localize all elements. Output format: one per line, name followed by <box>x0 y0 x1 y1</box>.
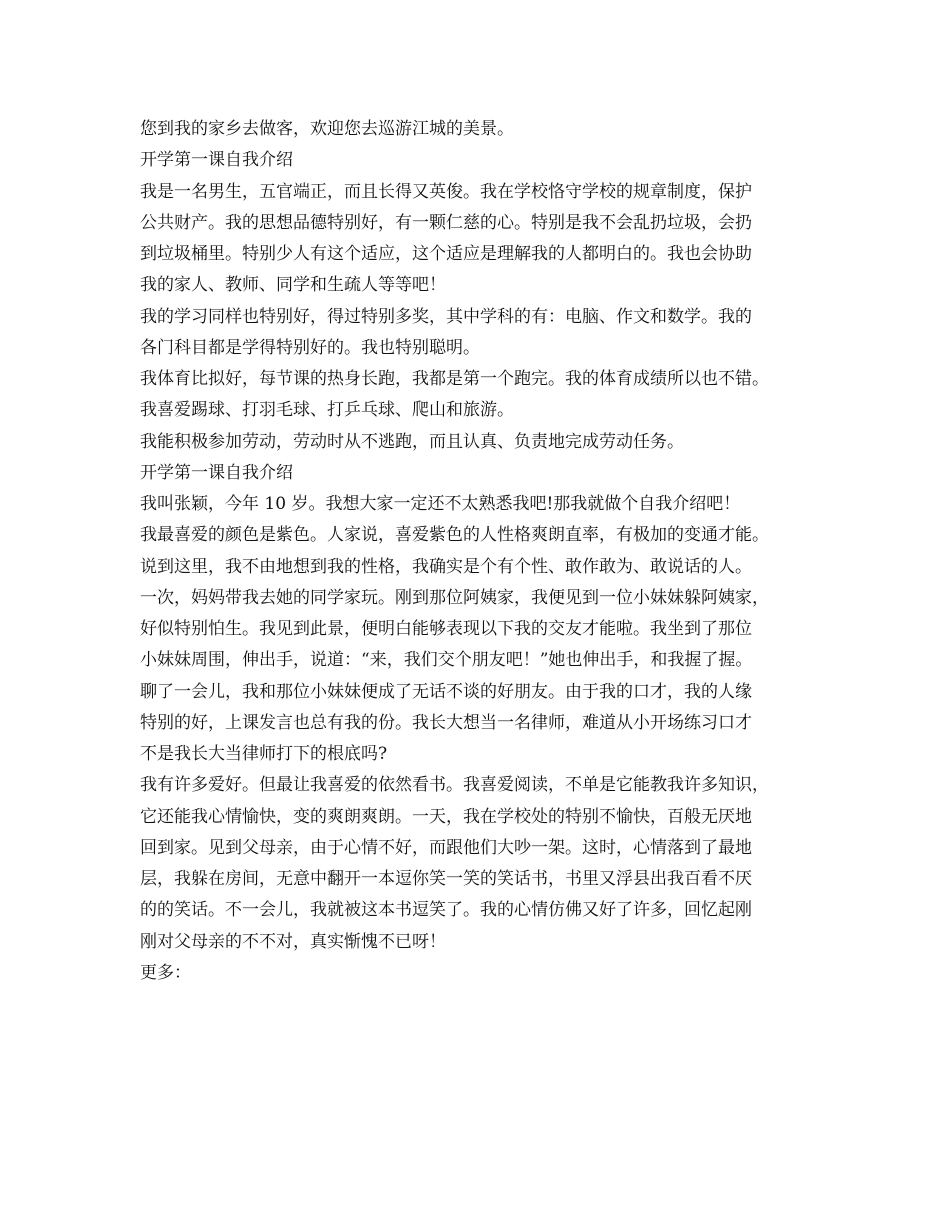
text-line: 不是我长大当律师打下的根底吗? <box>140 744 388 764</box>
text-line: 说到这里，我不由地想到我的性格，我确实是个有个性、敢作敢为、敢说话的人。 <box>140 556 752 577</box>
text-line: 聊了一会儿，我和那位小妹妹便成了无话不谈的好朋友。由于我的口才，我的人缘 <box>140 681 752 702</box>
text-line: 特别的好，上课发言也总有我的份。我长大想当一名律师，难道从小开场练习口才 <box>140 712 752 733</box>
text-line: 一次，妈妈带我去她的同学家玩。刚到那位阿姨家，我便见到一位小妹妹躲阿姨家， <box>140 587 769 608</box>
text-line: 您到我的家乡去做客，欢迎您去巡游江城的美景。 <box>140 119 514 139</box>
text-line: 我是一名男生，五官端正，而且长得又英俊。我在学校恪守学校的规章制度，保护 <box>140 181 752 202</box>
text-line: 公共财产。我的思想品德特别好，有一颗仁慈的心。特别是我不会乱扔垃圾，会扔 <box>140 212 752 233</box>
text-line: 开学第一课自我介绍 <box>140 462 293 483</box>
text-line: 我最喜爱的颜色是紫色。人家说，喜爱紫色的人性格爽朗直率，有极加的变通才能。 <box>140 525 769 546</box>
text-line: 小妹妹周围，伸出手，说道：“来，我们交个朋友吧！”她也伸出手，和我握了握。 <box>140 650 753 671</box>
text-line: 刚对父母亲的不不对，真实惭愧不已呀！ <box>140 931 446 952</box>
text-line: 层，我躲在房间，无意中翻开一本逗你笑一笑的笑话书，书里又浮县出我百看不厌 <box>140 869 752 889</box>
text-line: 我的家人、教师、同学和生疏人等等吧！ <box>140 275 446 296</box>
text-line: 我能积极参加劳动，劳动时从不逃跑，而且认真、负责地完成劳动任务。 <box>140 431 684 452</box>
text-line: 回到家。见到父母亲，由于心情不好，而跟他们大吵一架。这时，心情落到了最地 <box>140 837 752 858</box>
text-line: 各门科目都是学得特别好的。我也特别聪明。 <box>140 337 480 358</box>
text-line: 更多： <box>140 962 191 983</box>
text-line: 到垃圾桶里。特别少人有这个适应，这个适应是理解我的人都明白的。我也会协助 <box>140 244 752 264</box>
text-line: 我体育比拟好，每节课的热身长跑，我都是第一个跑完。我的体育成绩所以也不错。 <box>140 369 769 389</box>
text-line: 我叫张颖，今年 10 岁。我想大家一定还不太熟悉我吧!那我就做个自我介绍吧！ <box>140 494 741 514</box>
text-line: 好似特别怕生。我见到此景，便明白能够表现以下我的交友才能啦。我坐到了那位 <box>140 619 752 639</box>
text-line: 我的学习同样也特别好，得过特别多奖，其中学科的有：电脑、作文和数学。我的 <box>140 306 752 327</box>
text-line: 它还能我心情愉快，变的爽朗爽朗。一天，我在学校处的特别不愉快，百般无厌地 <box>140 806 752 827</box>
text-line: 的的笑话。不一会儿，我就被这本书逗笑了。我的心情仿佛又好了许多，回忆起刚 <box>140 900 752 921</box>
text-line: 我喜爱踢球、打羽毛球、打乒乓球、爬山和旅游。 <box>140 400 514 421</box>
text-line: 开学第一课自我介绍 <box>140 150 293 171</box>
document-body <box>140 114 840 989</box>
text-line: 我有许多爱好。但最让我喜爱的依然看书。我喜爱阅读，不单是它能教我许多知识， <box>140 775 769 796</box>
